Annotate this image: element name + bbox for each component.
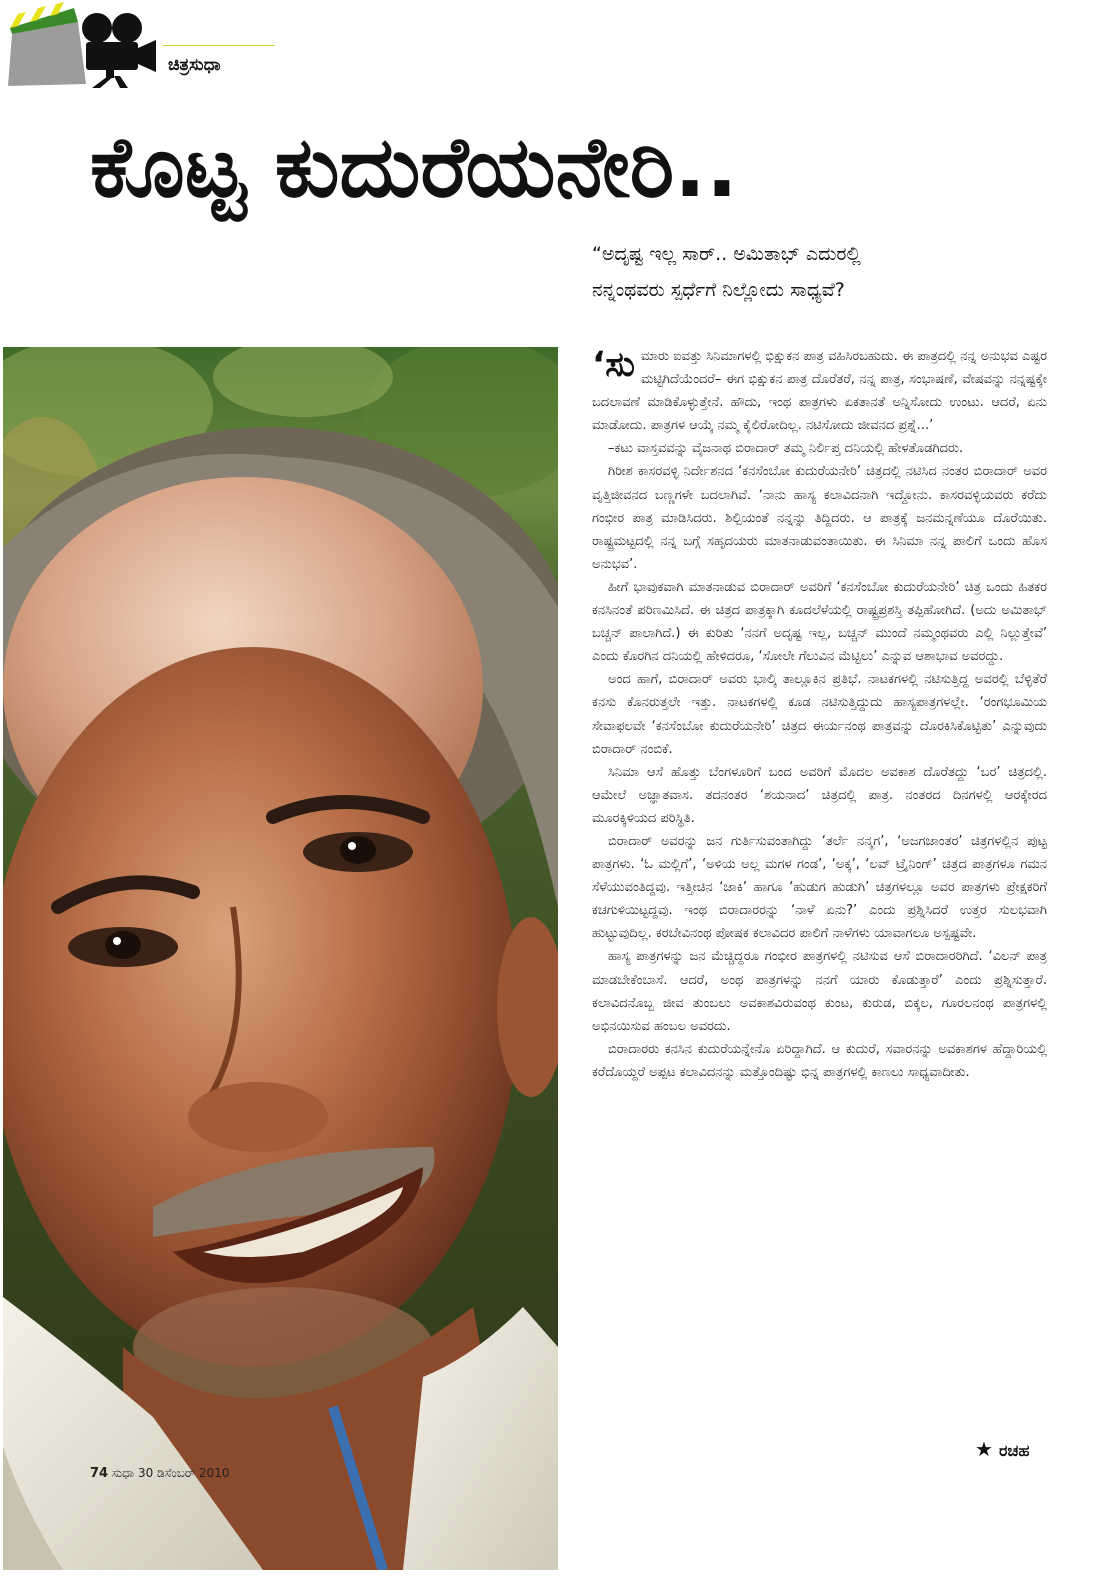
article-paragraph: ಅಂದ ಹಾಗೆ, ಬಿರಾದಾರ್ ಅವರು ಭಾಲ್ಕಿ ತಾಲ್ಲೂಕಿನ ಪ್ರತಿಭೆ. ನಾಟಕಗಳಲ್ಲಿ ನಟಿಸುತ್ತಿದ್ದ ಅವರಲ್ಲಿ ಬೆಳ್ಳಿತೆರೆ ಕನಸು ಕೊನರುತ್ತಲೇ ಇತ್ತು. ನಾಟಕಗಳಲ್ಲಿ ಕೂಡ ನಟಿಸುತ್ತಿದ್ದುದು ಹಾಸ್ಯಪಾತ್ರಗಳಲ್ಲೇ. ‘ರಂಗಭೂಮಿಯ ಸೇವಾಫಲವೇ ‘ಕನಸೆಂಬೋ ಕುದುರೆಯನೇರಿ’ ಚಿತ್ರದ ಈರ್ಯನಂಥ ಪಾತ್ರವನ್ನು ದೊರಕಿಸಿಕೊಟ್ಟಿತು’ ಎನ್ನುವುದು ಬಿರಾದಾರ್ ನಂಬಿಕೆ. [592,672,1047,757]
article-body [592,345,1047,1084]
issue-date: 30 ಡಿಸೆಂಬರ್ 2010 [137,1466,230,1480]
article-paragraph [592,345,1047,437]
pull-quote-line-2: ನನ್ನಂಥವರು ಸ್ಪರ್ಧೆಗೆ ನಿಲ್ಲೋದು ಸಾಧ್ಯವೆ? [592,279,845,301]
magazine-name: ಸುಧಾ [111,1466,135,1480]
article-paragraph: ಹಾಸ್ಯ ಪಾತ್ರಗಳನ್ನು ಜನ ಮೆಚ್ಚಿದ್ದರೂ ಗಂಭೀರ ಪಾತ್ರಗಳಲ್ಲಿ ನಟಿಸುವ ಆಸೆ ಬಿರಾದಾರರಿಗಿದೆ. ‘ವಿಲನ್ ಪಾತ್ರ ಮಾಡಬೇಕೆಂಬಾಸೆ. ಆದರೆ, ಅಂಥ ಪಾತ್ರಗಳನ್ನು ನನಗೆ ಯಾರು ಕೊಡುತ್ತಾರೆ’ ಎಂದು ಪ್ರಶ್ನಿಸುತ್ತಾರೆ. ಕಲಾವಿದನೊಬ್ಬ ಜೀವ ತುಂಬಲು ಅವಕಾಶವಿರುವಂಥ ಕುಂಟ, ಕುರುಡ, ಬಿಕ್ಕಲ, ಗೂರಲನಂಥ ಪಾತ್ರಗಳಲ್ಲಿ ಅಭಿನಯಿಸುವ ಹಂಬಲ ಅವರದು. [592,949,1047,1034]
author-name: ರಚಹ [998,1441,1030,1460]
film-camera-icon [80,12,160,90]
page-number: 74 [90,1466,109,1481]
portrait-photo [3,347,558,1570]
section-name: ಚಿತ್ರಸುಧಾ [168,55,221,75]
article-paragraph: ಗಿರೀಶ ಕಾಸರವಳ್ಳಿ ನಿರ್ದೇಶನದ ‘ಕನಸೆಂಬೋ ಕುದುರೆಯನೇರಿ’ ಚಿತ್ರದಲ್ಲಿ ನಟಿಸಿದ ನಂತರ ಬಿರಾದಾರ್ ಅವರ ವೃತ್ತಿಜೀವನದ ಬಣ್ಣಗಳೇ ಬದಲಾಗಿವೆ. ‘ನಾನು ಹಾಸ್ಯ ಕಲಾವಿದನಾಗಿ ಇದ್ದೋನು. ಕಾಸರವಳ್ಳಿಯವರು ಕರೆದು ಗಂಭೀರ ಪಾತ್ರ ಮಾಡಿಸಿದರು. ಶಿಲ್ಪಿಯಂತೆ ನನ್ನನ್ನು ತಿದ್ದಿದರು. ಆ ಪಾತ್ರಕ್ಕೆ ಜನಮನ್ನಣೆಯೂ ದೊರೆಯಿತು. ರಾಷ್ಟ್ರಮಟ್ಟದಲ್ಲಿ ನನ್ನ ಬಗ್ಗೆ ಸಹೃದಯರು ಮಾತನಾಡುವಂತಾಯಿತು. ಈ ಸಿನಿಮಾ ನನ್ನ ಪಾಲಿಗೆ ಒಂದು ಹೊಸ ಅನುಭವ’. [592,464,1047,572]
section-header [8,0,273,95]
byline [975,1437,1029,1461]
page-folio [90,1466,229,1481]
section-rule [163,45,275,46]
pull-quote-line-1: “ಅದೃಷ್ಟ ಇಲ್ಲ ಸಾರ್.. ಅಮಿತಾಭ್ ಎದುರಲ್ಲಿ [592,243,861,265]
article-paragraph: ಬಿರಾದಾರರು ಕನಸಿನ ಕುದುರೆಯನ್ನೇನೊ ಏರಿದ್ದಾಗಿದೆ. ಆ ಕುದುರೆ, ಸವಾರನನ್ನು ಅವಕಾಶಗಳ ಹೆದ್ದಾರಿಯಲ್ಲಿ ಕರೆದೊಯ್ದರೆ ಅಪ್ಪಟ ಕಲಾವಿದನನ್ನು ಮತ್ತೊಂದಿಷ್ಟು ಭಿನ್ನ ಪಾತ್ರಗಳಲ್ಲಿ ಕಾಣಲು ಸಾಧ್ಯವಾದೀತು. [592,1041,1047,1080]
clapboard-icon [8,0,88,88]
headline: ಕೊಟ್ಟ ಕುದುರೆಯನೇರಿ.. [90,118,738,216]
article-paragraph: ಬಿರಾದಾರ್ ಅವರನ್ನು ಜನ ಗುರ್ತಿಸುವಂತಾಗಿದ್ದು ‘ತರ್ಲೆ ನನ್ಮಗ’, ‘ಅಜಗಜಾಂತರ’ ಚಿತ್ರಗಳಲ್ಲಿನ ಪುಟ್ಟ ಪಾತ್ರಗಳು. ‘ಓ ಮಲ್ಲಿಗೆ’, ‘ಅಳಿಯ ಅಲ್ಲ ಮಗಳ ಗಂಡ’, ‘ಅಕ್ಕ’, ‘ಲವ್ ಟ್ರೈನಿಂಗ್’ ಚಿತ್ರದ ಪಾತ್ರಗಳೂ ಗಮನ ಸೆಳೆಯುವಂತಿದ್ದವು. ಇತ್ತೀಚಿನ ‘ಜಾಕಿ’ ಹಾಗೂ ‘ಹುಡುಗ ಹುಡುಗಿ’ ಚಿತ್ರಗಳಲ್ಲೂ ಅವರ ಪಾತ್ರಗಳು ಪ್ರೇಕ್ಷಕರಿಗೆ ಕಚಗುಳಿಯಿಟ್ಟದ್ದವು. ಇಂಥ ಬಿರಾದಾರರನ್ನು ‘ನಾಳೆ ಏನು?’ ಎಂದು ಪ್ರಶ್ನಿಸಿದರೆ ಉತ್ತರ ಸುಲಭವಾಗಿ ಹುಟ್ಟುವುದಿಲ್ಲ. ಕರಬೇವಿನಂಥ ಪೋಷಕ ಕಲಾವಿದರ ಪಾಲಿಗೆ ನಾಳೆಗಳು ಯಾವಾಗಲೂ ಅಸ್ಪಷ್ಟವೇ. [592,833,1047,942]
article-paragraph: –ಕಟು ವಾಸ್ತವವನ್ನು ವೈಜನಾಥ ಬಿರಾದಾರ್ ತಮ್ಮ ನಿರ್ಲಿಪ್ತ ದನಿಯಲ್ಲಿ ಹೇಳತೊಡಗಿದರು. [608,441,964,457]
drop-cap: ‘ಸು [592,345,636,385]
article-paragraph: ಸಿನಿಮಾ ಆಸೆ ಹೊತ್ತು ಬೆಂಗಳೂರಿಗೆ ಬಂದ ಅವರಿಗೆ ಮೊದಲ ಅವಕಾಶ ದೊರೆತದ್ದು ‘ಬರ’ ಚಿತ್ರದಲ್ಲಿ. ಆಮೇಲೆ ಅಜ್ಞಾತವಾಸ. ತದನಂತರ ‘ಶಯನಾದ’ ಚಿತ್ರದಲ್ಲಿ ಪಾತ್ರ. ನಂತರದ ದಿನಗಳಲ್ಲಿ ಆರಕ್ಕೇರದ ಮೂರಕ್ಕಿಳಿಯದ ಪರಿಸ್ಥಿತಿ. [592,764,1047,826]
star-icon: ★ [975,1437,993,1461]
pull-quote [592,236,1102,308]
article-paragraph: ಹೀಗೆ ಭಾವುಕವಾಗಿ ಮಾತನಾಡುವ ಬಿರಾದಾರ್ ಅವರಿಗೆ ‘ಕನಸೆಂಬೋ ಕುದುರೆಯನೇರಿ’ ಚಿತ್ರ ಒಂದು ಹಿತಕರ ಕನಸಿನಂತೆ ಪರಿಣಮಿಸಿದೆ. ಈ ಚಿತ್ರದ ಪಾತ್ರಕ್ಕಾಗಿ ಕೂದಲೆಳೆಯಲ್ಲಿ ರಾಷ್ಟ್ರಪ್ರಶಸ್ತಿ ತಪ್ಪಿಹೋಗಿದೆ. (ಅದು ಅಮಿತಾಭ್ ಬಚ್ಚನ್ ಪಾಲಾಗಿದೆ.) ಈ ಕುರಿತು ‘ನನಗೆ ಅದೃಷ್ಟ ಇಲ್ಲ, ಬಚ್ಚನ್ ಮುಂದೆ ನಮ್ಮಂಥವರು ಎಲ್ಲಿ ನಿಲ್ಲುತ್ತೇವೆ’ ಎಂದು ಕೊರಗಿನ ದನಿಯಲ್ಲಿ ಹೇಳಿದರೂ, ‘ಸೋಲೇ ಗೆಲುವಿನ ಮೆಟ್ಟಿಲು’ ಎನ್ನುವ ಆಶಾಭಾವ ಅವರದ್ದು. [592,579,1047,665]
article-paragraph-text: ಮಾರು ಐವತ್ತು ಸಿನಿಮಾಗಳಲ್ಲಿ ಭಿಕ್ಷುಕನ ಪಾತ್ರ ವಹಿಸಿರಬಹುದು. ಈ ಪಾತ್ರದಲ್ಲಿ ನನ್ನ ಅನುಭವ ಎಷ್ಟರ ಮಟ್ಟಿಗಿದೆಯೆಂದರೆ– ಈಗ ಭಿಕ್ಷುಕನ ಪಾತ್ರ ದೊರೆತರೆ, ನನ್ನ ಪಾತ್ರ, ಸಂಭಾಷಣೆ, ವೇಷವನ್ನು ನನ್ನಷ್ಟಕ್ಕೇ ಬದಲಾವಣೆ ಮಾಡಿಕೊಳ್ಳುತ್ತೇನೆ. ಹೌದು, ಇಂಥ ಪಾತ್ರಗಳು ಏಕತಾನತೆ ಅನ್ನಿಸೋದು ಉಂಟು. ಆದರೆ, ಏನು ಮಾಡೋದು. ಪಾತ್ರಗಳ ಆಯ್ಕೆ ನಮ್ಮ ಕೈಲಿರೋದಿಲ್ಲ. ನಟಿಸೋದು ಜೀವನದ ಪ್ರಶ್ನೆ...’ [592,349,1047,434]
